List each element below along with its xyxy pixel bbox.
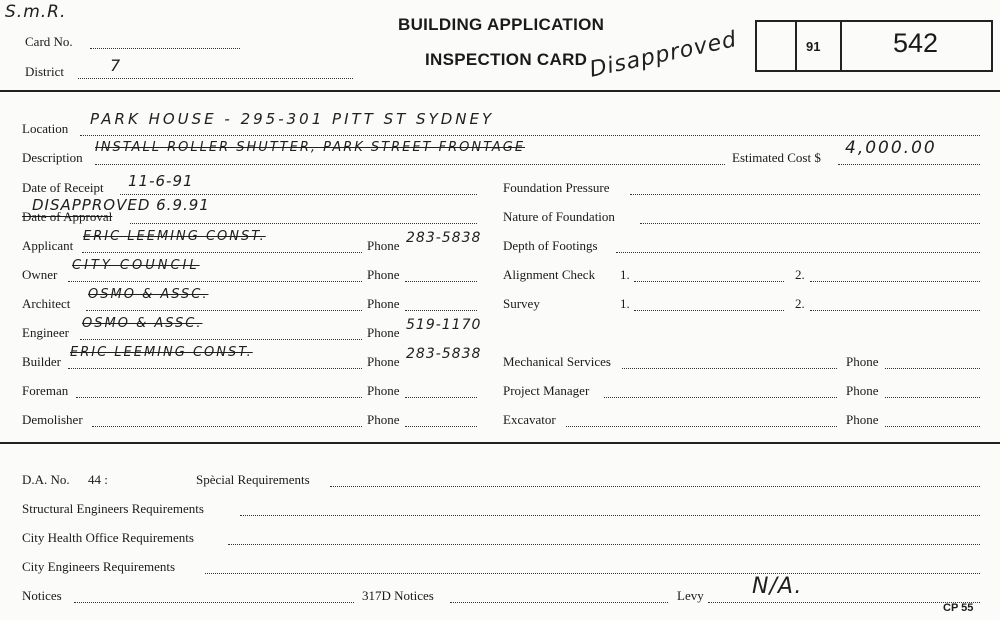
architect-value: OSMO & ASSC. [88,287,209,302]
applicant-phone-value: 283-5838 [406,230,482,246]
foreman-phone-label: Phone [367,383,400,398]
levy-field [708,601,980,603]
engineer-field [80,338,362,340]
survey-num2: 2. [795,296,805,311]
depth-of-footings-field [616,251,980,253]
description-field [95,163,725,165]
architect-phone-field [405,309,477,311]
mechanical-services-label: Mechanical Services [503,354,611,369]
applicant-phone-label: Phone [367,238,400,253]
applicant-field [82,251,362,253]
foundation-pressure-field [630,193,980,195]
engineer-phone-value: 519-1170 [406,317,482,333]
description-value: INSTALL ROLLER SHUTTER, PARK STREET FRONTAGE [95,140,526,155]
location-label: Location [22,121,69,136]
engineers-requirements-label: City Engineers Requirements [22,559,176,574]
health-requirements-field [228,543,980,545]
demolisher-phone-field [405,425,477,427]
project-manager-phone-label: Phone [846,383,879,398]
card-no-label: Card No. [25,34,73,49]
fields-divider [0,442,1000,444]
form-title: BUILDING APPLICATION [398,15,605,34]
date-of-approval-label: Date of Approval [22,209,113,224]
foreman-phone-field [405,396,477,398]
da-no-label: D.A. No. [22,472,70,487]
builder-phone-value: 283-5838 [406,346,482,362]
builder-phone-label: Phone [367,354,400,369]
foreman-field [76,396,362,398]
depth-of-footings-label: Depth of Footings [503,238,598,253]
foundation-pressure-label: Foundation Pressure [503,180,610,195]
owner-phone-field [405,280,477,282]
demolisher-label: Demolisher [22,412,83,427]
special-requirements-label: Spècial Requirements [196,472,310,487]
alignment-check-field2 [810,280,980,282]
builder-value: ERIC LEEMING CONST. [70,345,253,360]
excavator-label: Excavator [503,412,556,427]
engineer-value: OSMO & ASSC. [82,316,203,331]
estimated-cost-label: Estimated Cost $ [732,150,821,165]
alignment-check-num2: 2. [795,267,805,282]
alignment-check-num1: 1. [620,267,630,282]
card-number-divider-1 [795,22,797,70]
mechanical-services-field [622,367,837,369]
structural-requirements-label: Structural Engineers Requirements [22,501,204,516]
owner-phone-label: Phone [367,267,400,282]
form-subtitle: INSPECTION CARD [425,50,588,69]
district-label: District [25,64,64,79]
excavator-phone-field [885,425,980,427]
card-number-box [755,20,993,72]
project-manager-label: Project Manager [503,383,590,398]
date-of-approval-field [130,222,477,224]
mechanical-services-phone-field [885,367,980,369]
notices-317d-field [450,601,668,603]
location-field [80,134,980,136]
initials-handwritten: S.m.R. [5,2,67,22]
alignment-check-label: Alignment Check [503,267,596,282]
demolisher-field [92,425,362,427]
date-of-receipt-label: Date of Receipt [22,180,104,195]
architect-label: Architect [22,296,71,311]
excavator-phone-label: Phone [846,412,879,427]
form-code: CP 55 [943,602,974,614]
levy-value: N/A. [752,574,803,599]
location-value: PARK HOUSE - 295-301 PITT ST SYDNEY [90,110,495,128]
excavator-field [566,425,837,427]
nature-of-foundation-label: Nature of Foundation [503,209,615,224]
district-field [78,77,353,79]
architect-phone-label: Phone [367,296,400,311]
demolisher-phone-label: Phone [367,412,400,427]
applicant-label: Applicant [22,238,74,253]
notices-label: Notices [22,588,62,603]
owner-label: Owner [22,267,58,282]
survey-num1: 1. [620,296,630,311]
estimated-cost-field [838,163,980,165]
project-manager-phone-field [885,396,980,398]
card-no-field [90,47,240,49]
card-number-divider-2 [840,22,842,70]
engineers-requirements-field [205,572,980,574]
card-prefix: 91 [806,39,821,54]
description-label: Description [22,150,83,165]
builder-field [68,367,362,369]
engineer-label: Engineer [22,325,69,340]
mechanical-services-phone-label: Phone [846,354,879,369]
applicant-value: ERIC LEEMING CONST. [83,229,266,244]
engineer-phone-label: Phone [367,325,400,340]
date-of-approval-value: DISAPPROVED 6.9.91 [32,196,210,214]
owner-value: CITY COUNCIL [72,258,200,273]
header-divider [0,90,1000,92]
nature-of-foundation-field [640,222,980,224]
estimated-cost-value: 4,000.00 [845,138,937,158]
builder-label: Builder [22,354,61,369]
survey-field2 [810,309,980,311]
alignment-check-field1 [634,280,784,282]
disapproved-stamp: Disapproved [587,27,740,83]
project-manager-field [604,396,837,398]
notices-field [74,601,354,603]
da-no-value: 44 : [88,472,108,487]
structural-requirements-field [240,514,980,516]
date-of-receipt-field [120,193,477,195]
special-requirements-field [330,485,980,487]
card-number: 542 [893,28,939,58]
levy-label: Levy [677,588,704,603]
notices-317d-label: 317D Notices [362,588,434,603]
district-value: 7 [110,56,122,75]
foreman-label: Foreman [22,383,69,398]
health-requirements-label: City Health Office Requirements [22,530,194,545]
architect-field [86,309,362,311]
survey-field1 [634,309,784,311]
survey-label: Survey [503,296,540,311]
date-of-receipt-value: 11-6-91 [128,172,194,190]
owner-field [68,280,362,282]
